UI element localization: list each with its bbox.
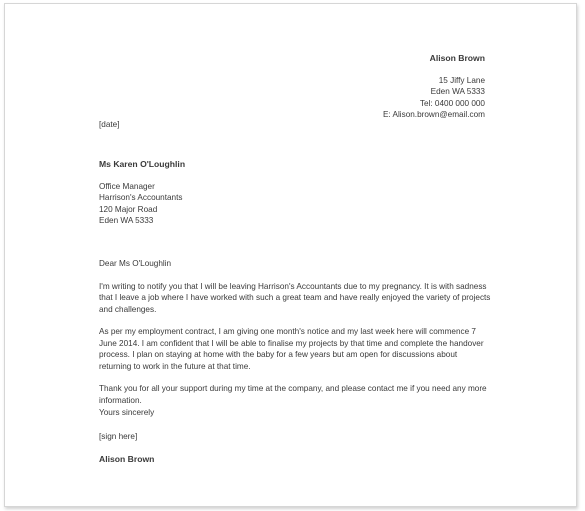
- sender-name: Alison Brown: [429, 53, 485, 63]
- paragraph-notice: I'm writing to notify you that I will be leaving Harrison's Accountants due to my pregnancy. It is with sadness that I leave a job where I have worked with such a great team and have really enjoyed the variety of projects and challenges.: [99, 281, 491, 314]
- salutation: Dear Ms O'Loughlin: [99, 259, 172, 268]
- sender-address-line1: 15 Jiffy Lane: [438, 75, 485, 85]
- closing: Yours sincerely: [99, 408, 155, 417]
- letter-date: [date]: [99, 120, 120, 129]
- recipient-city: Eden WA 5333: [99, 216, 154, 225]
- recipient-company: Harrison's Accountants: [99, 193, 183, 202]
- recipient-street: 120 Major Road: [99, 204, 158, 214]
- letter-body: [99, 258, 491, 417]
- paragraph-thanks: Thank you for all your support during my time at the company, and please contact me if you need any more information.: [99, 384, 487, 405]
- recipient-title: Office Manager: [99, 181, 155, 191]
- sender-address-line2: Eden WA 5333: [430, 87, 485, 96]
- sender-email: E: Alison.brown@email.com: [382, 110, 485, 119]
- signoff-block: [99, 407, 154, 466]
- sender-phone: Tel: 0400 000 000: [419, 98, 485, 108]
- recipient-name: Ms Karen O'Loughlin: [99, 159, 186, 169]
- recipient-block: [99, 159, 185, 227]
- paragraph-contract: As per my employment contract, I am giving one month's notice and my last week here will commence 7 June 2014. I am confident that I will be able to finalise my projects by that time and complete the handover process. I plan on staying at home with the baby for a few years but am open for discussions about returning to work in the future at that time.: [99, 327, 484, 371]
- signature-placeholder: [sign here]: [99, 431, 138, 441]
- sender-block: [383, 53, 485, 121]
- signatory-name: Alison Brown: [99, 454, 155, 464]
